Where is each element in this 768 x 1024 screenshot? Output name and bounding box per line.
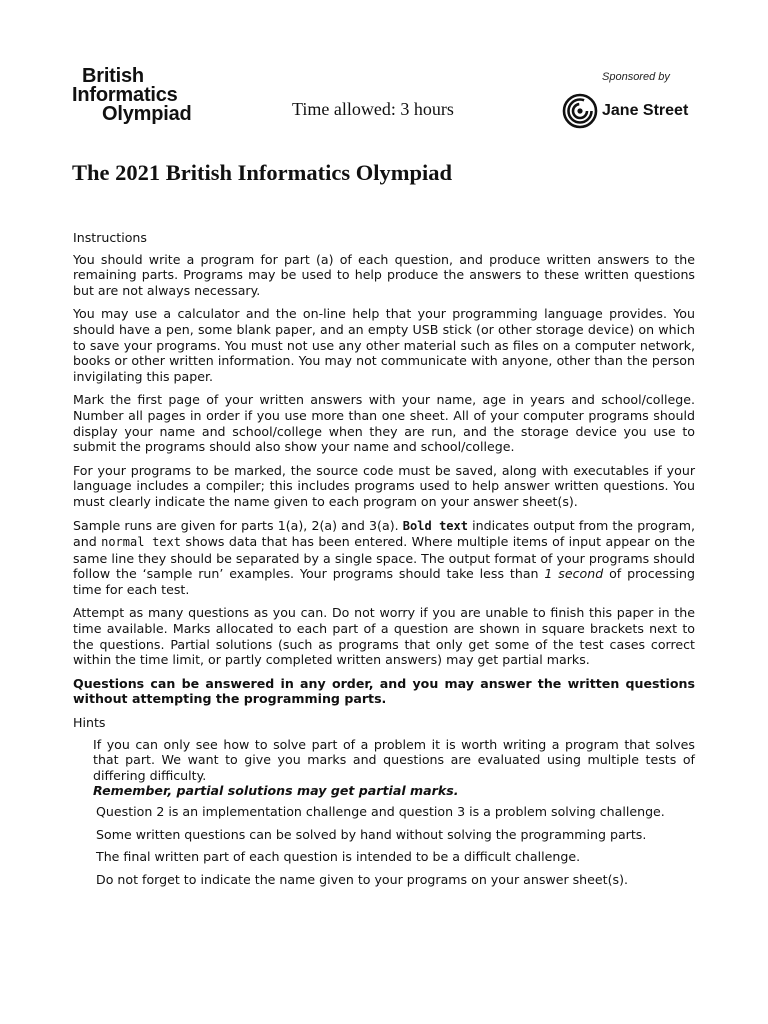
hint-item (93, 737, 695, 799)
logo-line-british: British (82, 65, 144, 87)
instructions-paragraph-1: You should write a program for part (a) of each question, and produce written answers to the remaining parts. Programs may be used to help produce the answers to these written questions but are not always necessary. (73, 251, 695, 298)
instructions-paragraph-6: Attempt as many questions as you can. Do not worry if you are unable to finish this paper in the time available. Marks allocated to each part of a question are shown in square brackets next to the questions. Partial solutions (such as programs that only get some of the test cases correct within the time limit, or partly completed written answers) may get partial marks. (73, 605, 695, 668)
sponsor-logo (562, 93, 688, 129)
hint-item: Do not forget to indicate the name given to your programs on your answer sheet(s). (96, 871, 628, 887)
bio-logo (72, 67, 232, 124)
hint-item: The final written part of each question is intended to be a difficult challenge. (96, 849, 581, 865)
bold-text-sample: Bold text (402, 518, 468, 533)
instructions-paragraph-4: For your programs to be marked, the source code must be saved, along with executables if your language includes a compiler; this includes programs used to help answer written questions. You must clearly indicate the name given to each program on your answer sheet(s). (73, 462, 695, 509)
p5-text-d: of processing time for each test. (73, 566, 695, 597)
p5-text-a: Sample runs are given for parts 1(a), 2(a) and 3(a). (73, 517, 403, 533)
instructions-heading: Instructions (73, 230, 147, 245)
sponsor-label: Sponsored by (602, 71, 670, 83)
p5-text-c: shows data that has been entered. Where multiple items of input appear on the same line they should be separated by a single space. The output format of your programs should follow the ‘sample run’ examples. Your programs should take less than (73, 534, 695, 582)
instructions-paragraph-7: Questions can be answered in any order, and you may answer the written questions without attempting the programming parts. (73, 675, 695, 707)
jane-street-swirl-icon (562, 93, 598, 129)
time-allowed: Time allowed: 3 hours (292, 99, 454, 119)
logo-line-olympiad: Olympiad (102, 103, 192, 125)
hint-first-text: If you can only see how to solve part of a problem it is worth writing a program that solves that part. We want to give you marks and questions are evaluated using multiple tests of differing difficulty. (93, 736, 695, 783)
hint-item: Question 2 is an implementation challenge and question 3 is a problem solving challenge. (96, 804, 665, 819)
hint-emphasis: Remember, partial solutions may get partial marks. (93, 783, 459, 799)
sponsor-name: Jane Street (602, 102, 689, 119)
normal-text-sample: normal text (101, 535, 181, 550)
page-title: The 2021 British Informatics Olympiad (72, 160, 453, 185)
logo-line-informatics: Informatics (72, 84, 178, 106)
instructions-paragraph-2: You may use a calculator and the on-line help that your programming language provides. You should have a pen, some blank paper, and an empty USB stick (or other storage device) on which to save your programs. You must not use any other material such as files on a computer network, books or other written information. You may not communicate with anyone, other than the person invigilating this paper. (73, 306, 695, 384)
hints-list (93, 737, 695, 888)
time-limit-emphasis: 1 second (544, 566, 604, 582)
instructions-paragraph-5 (73, 518, 695, 598)
hint-item: Some written questions can be solved by hand without solving the programming parts. (96, 826, 647, 842)
instructions-body (73, 230, 695, 894)
p5-text-b: indicates output from the program, and (73, 517, 695, 550)
hints-heading: Hints (73, 715, 106, 731)
instructions-paragraph-3: Mark the first page of your written answers with your name, age in years and school/college. Number all pages in order if you use more than one sheet. All of your computer programs should display your name and school/college when they are run, and the storage device you use to submit the programs should also show your name and school/college. (73, 392, 695, 455)
